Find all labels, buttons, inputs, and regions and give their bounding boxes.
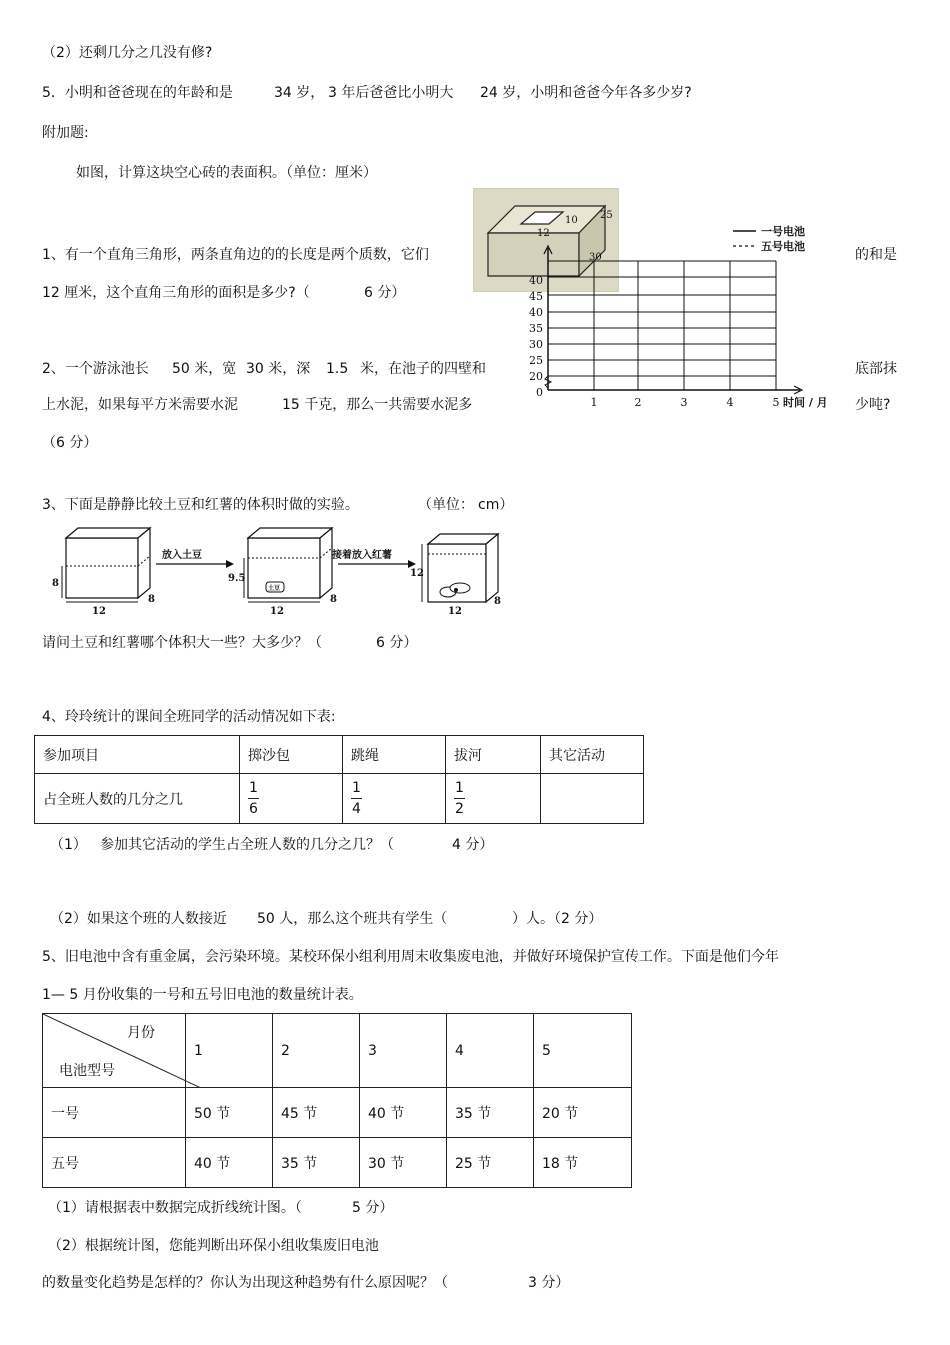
activity-header-item: 参加项目: [35, 736, 240, 774]
q2-remaining-line: （2）还剩几分之几没有修?: [42, 45, 213, 61]
p2-text-c: 30 米，深: [246, 361, 311, 377]
p5-q3-b: 3 分）: [528, 1275, 570, 1291]
y-tick-40: 40: [529, 274, 543, 287]
p2-text-g: 上水泥，如果每平方米需要水泥: [42, 397, 238, 413]
battery-count: 18 节: [534, 1138, 632, 1188]
brick-label-30: 30: [589, 252, 602, 263]
activity-header-row: [35, 736, 644, 774]
activity-fraction-cell: [343, 774, 446, 824]
box1-depth: 8: [148, 594, 155, 605]
p4-q1-b: 参加其它活动的学生占全班人数的几分之几？（: [100, 837, 394, 853]
box2-height: 9.5: [228, 573, 246, 584]
p2-text-b: 50 米，宽: [172, 361, 237, 377]
battery-count: 50 节: [186, 1088, 273, 1138]
x-tick-2: 2: [634, 396, 642, 409]
battery-row-no5: [43, 1138, 632, 1188]
p2-text-i: 少吨?: [855, 397, 891, 413]
p4-q2-b: 50 人，那么这个班共有学生（: [257, 911, 448, 927]
p1-text-a: 1、有一个直角三角形，两条直角边的的长度是两个质数，它们: [42, 247, 429, 263]
p2-text-e: 米，在池子的四壁和: [360, 361, 486, 377]
battery-type-label: 五号: [43, 1138, 186, 1188]
p4-q2-c: ）人。（2 分）: [512, 911, 603, 927]
battery-count: 35 节: [447, 1088, 534, 1138]
activity-header-sandbag: 掷沙包: [240, 736, 343, 774]
p2-text-d: 1.5: [326, 361, 349, 377]
q5-age-text-d: 24 岁，小明和爸爸今年各多少岁?: [480, 85, 692, 101]
bonus-text: 如图，计算这块空心砖的表面积。（单位：厘米）: [76, 165, 377, 181]
p4-q1-c: 4 分）: [452, 837, 494, 853]
corner-month-label: 月份: [127, 1025, 155, 1041]
activity-header-other: 其它活动: [541, 736, 644, 774]
activity-header-jumprope: 跳绳: [343, 736, 446, 774]
step2-label: 接着放入红薯: [332, 550, 392, 561]
p4-q2-a: （2）如果这个班的人数接近: [50, 911, 227, 927]
x-tick-1: 1: [590, 396, 598, 409]
p4-text: 4、玲玲统计的课间全班同学的活动情况如下表:: [42, 709, 336, 725]
p1-text-c: 12 厘米，这个直角三角形的面积是多少?（: [42, 285, 310, 301]
p2-text-j: （6 分）: [42, 435, 98, 451]
p1-text-b: 的和是: [855, 247, 897, 263]
p3-question-b: 6 分）: [376, 635, 418, 651]
box2-item: 土豆: [268, 585, 281, 592]
p5-q2: （2）根据统计图，您能判断出环保小组收集废旧电池: [48, 1238, 379, 1254]
box1-width: 12: [92, 606, 106, 616]
bonus-heading: 附加题:: [42, 125, 89, 141]
battery-count: 35 节: [273, 1138, 360, 1188]
battery-count: 25 节: [447, 1138, 534, 1188]
battery-header-row: [43, 1014, 632, 1088]
step1-label: 放入土豆: [162, 550, 202, 561]
x-tick-5: 5: [772, 396, 780, 409]
month-header: 1: [186, 1014, 273, 1088]
x-tick-4: 4: [726, 396, 734, 409]
box3-depth: 8: [494, 596, 501, 607]
month-header: 5: [534, 1014, 632, 1088]
p5-text-a: 5、旧电池中含有重金属，会污染环境。某校环保小组利用周末收集废电池，并做好环境保护宣传工作。下面是他们今年: [42, 949, 779, 965]
battery-count: 45 节: [273, 1088, 360, 1138]
brick-label-25: 25: [600, 210, 613, 221]
activity-fraction-row: [35, 774, 644, 824]
battery-count: 30 节: [360, 1138, 447, 1188]
activity-header-tugofwar: 拔河: [446, 736, 541, 774]
battery-count: 40 节: [186, 1138, 273, 1188]
month-header: 3: [360, 1014, 447, 1088]
p5-q3-a: 的数量变化趋势是怎样的？你认为出现这种趋势有什么原因呢？（: [42, 1275, 448, 1291]
legend-no5: 五号电池: [761, 240, 805, 253]
p5-q1-a: （1）请根据表中数据完成折线统计图。（: [48, 1200, 302, 1216]
battery-row-no1: [43, 1088, 632, 1138]
activity-row-label: 占全班人数的几分之几: [35, 774, 240, 824]
corner-type-label: 电池型号: [59, 1063, 115, 1079]
volume-experiment-image: [44, 524, 504, 616]
activity-other-cell: [541, 774, 644, 824]
fraction: $\frac{1}{4}$: [352, 780, 361, 817]
p3-text-c: cm）: [478, 497, 514, 513]
q5-age-text-a: 5．小明和爸爸现在的年龄和是: [42, 85, 233, 101]
activity-fraction-cell: [240, 774, 343, 824]
legend-no1: 一号电池: [761, 225, 805, 238]
activity-table: [34, 735, 644, 824]
activity-fraction-cell: [446, 774, 541, 824]
p3-text-b: （单位：: [418, 497, 474, 513]
battery-count: 20 节: [534, 1088, 632, 1138]
y-tick-20: 20: [529, 370, 543, 383]
p2-text-h: 15 千克，那么一共需要水泥多: [282, 397, 473, 413]
fraction: $\frac{1}{6}$: [249, 780, 258, 817]
month-header: 2: [273, 1014, 360, 1088]
month-header: 4: [447, 1014, 534, 1088]
fraction: $\frac{1}{2}$: [455, 780, 464, 817]
p5-text-b: 1— 5 月份收集的一号和五号旧电池的数量统计表。: [42, 987, 363, 1003]
brick-label-10: 10: [565, 215, 578, 226]
blank-line-chart: [528, 218, 830, 414]
y-tick-25: 25: [529, 354, 543, 367]
p2-text-a: 2、一个游泳池长: [42, 361, 149, 377]
box2-depth: 8: [330, 594, 337, 605]
p1-text-d: 6 分）: [364, 285, 406, 301]
battery-table: [42, 1013, 632, 1188]
p5-q1-b: 5 分）: [352, 1200, 394, 1216]
y-tick-40b: 40: [529, 306, 543, 319]
p3-question-a: 请问土豆和红薯哪个体积大一些？大多少？（: [42, 635, 322, 651]
p3-text-a: 3、下面是静静比较土豆和红薯的体积时做的实验。: [42, 497, 359, 513]
y-tick-45: 45: [529, 290, 543, 303]
battery-type-label: 一号: [43, 1088, 186, 1138]
box3-height: 12: [410, 568, 424, 579]
box3-width: 12: [448, 606, 462, 616]
y-tick-35: 35: [529, 322, 543, 335]
battery-corner-cell: [43, 1014, 186, 1088]
q5-age-text-c: 3 年后爸爸比小明大: [328, 85, 454, 101]
p4-q1-a: （1）: [50, 837, 87, 853]
brick-label-12: 12: [537, 228, 550, 239]
x-tick-3: 3: [680, 396, 688, 409]
y-tick-0: 0: [536, 386, 543, 399]
battery-count: 40 节: [360, 1088, 447, 1138]
box2-width: 12: [270, 606, 284, 616]
y-tick-30: 30: [529, 338, 543, 351]
x-axis-unit: 时间 / 月: [783, 396, 828, 409]
p2-text-f: 底部抹: [855, 361, 897, 377]
q5-age-text-b: 34 岁，: [274, 85, 325, 101]
box1-height: 8: [52, 578, 59, 589]
